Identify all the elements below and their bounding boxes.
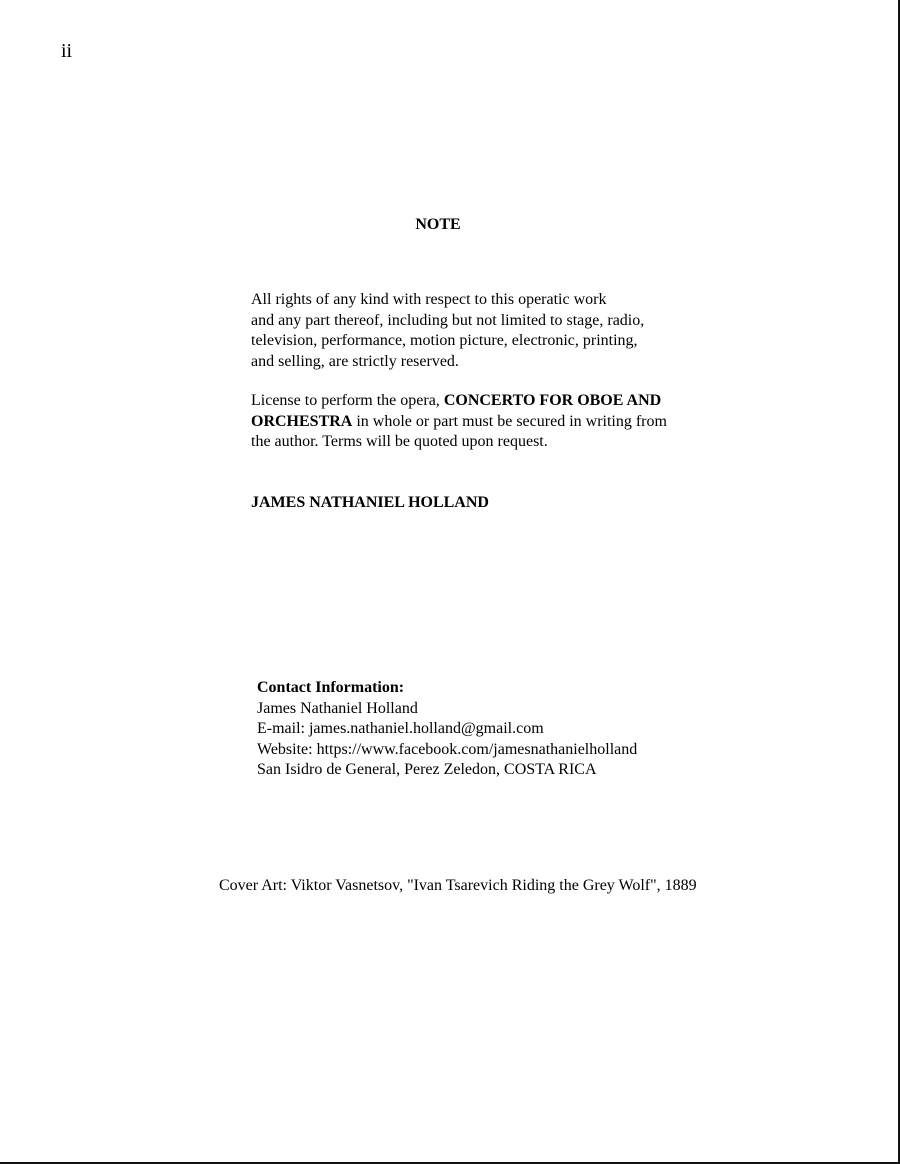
rights-paragraph: [251, 290, 721, 372]
author-name: JAMES NATHANIEL HOLLAND: [251, 494, 489, 511]
rights-line: and any part thereof, including but not limited to stage, radio,: [251, 311, 645, 329]
rights-line: television, performance, motion picture, electronic, printing,: [251, 332, 638, 349]
opera-title-part-2: ORCHESTRA: [251, 412, 353, 430]
license-line-2: [251, 412, 721, 433]
page-number: ii: [61, 40, 73, 62]
license-text: in whole or part must be secured in writing from: [352, 412, 667, 430]
license-paragraph: [251, 391, 721, 453]
contact-address: San Isidro de General, Perez Zeledon, COSTA RICA: [257, 761, 597, 778]
contact-name: James Nathaniel Holland: [257, 699, 418, 717]
opera-title-part-1: CONCERTO FOR OBOE AND: [443, 392, 662, 409]
rights-line: All rights of any kind with respect to this operatic work: [251, 291, 607, 308]
contact-email: E-mail: james.nathaniel.holland@gmail.com: [257, 720, 544, 737]
license-line-1: [251, 391, 721, 412]
rights-line: and selling, are strictly reserved.: [251, 352, 459, 370]
license-line-3: the author. Terms will be quoted upon request.: [251, 433, 548, 450]
contact-block: [257, 678, 637, 781]
cover-art-credit: Cover Art: Viktor Vasnetsov, "Ivan Tsarevich Riding the Grey Wolf", 1889: [219, 877, 697, 894]
contact-website: Website: https://www.facebook.com/jamesnathanielholland: [257, 740, 638, 758]
license-text: License to perform the opera,: [251, 392, 444, 409]
note-title: NOTE: [415, 216, 461, 233]
contact-heading: Contact Information:: [257, 679, 405, 696]
